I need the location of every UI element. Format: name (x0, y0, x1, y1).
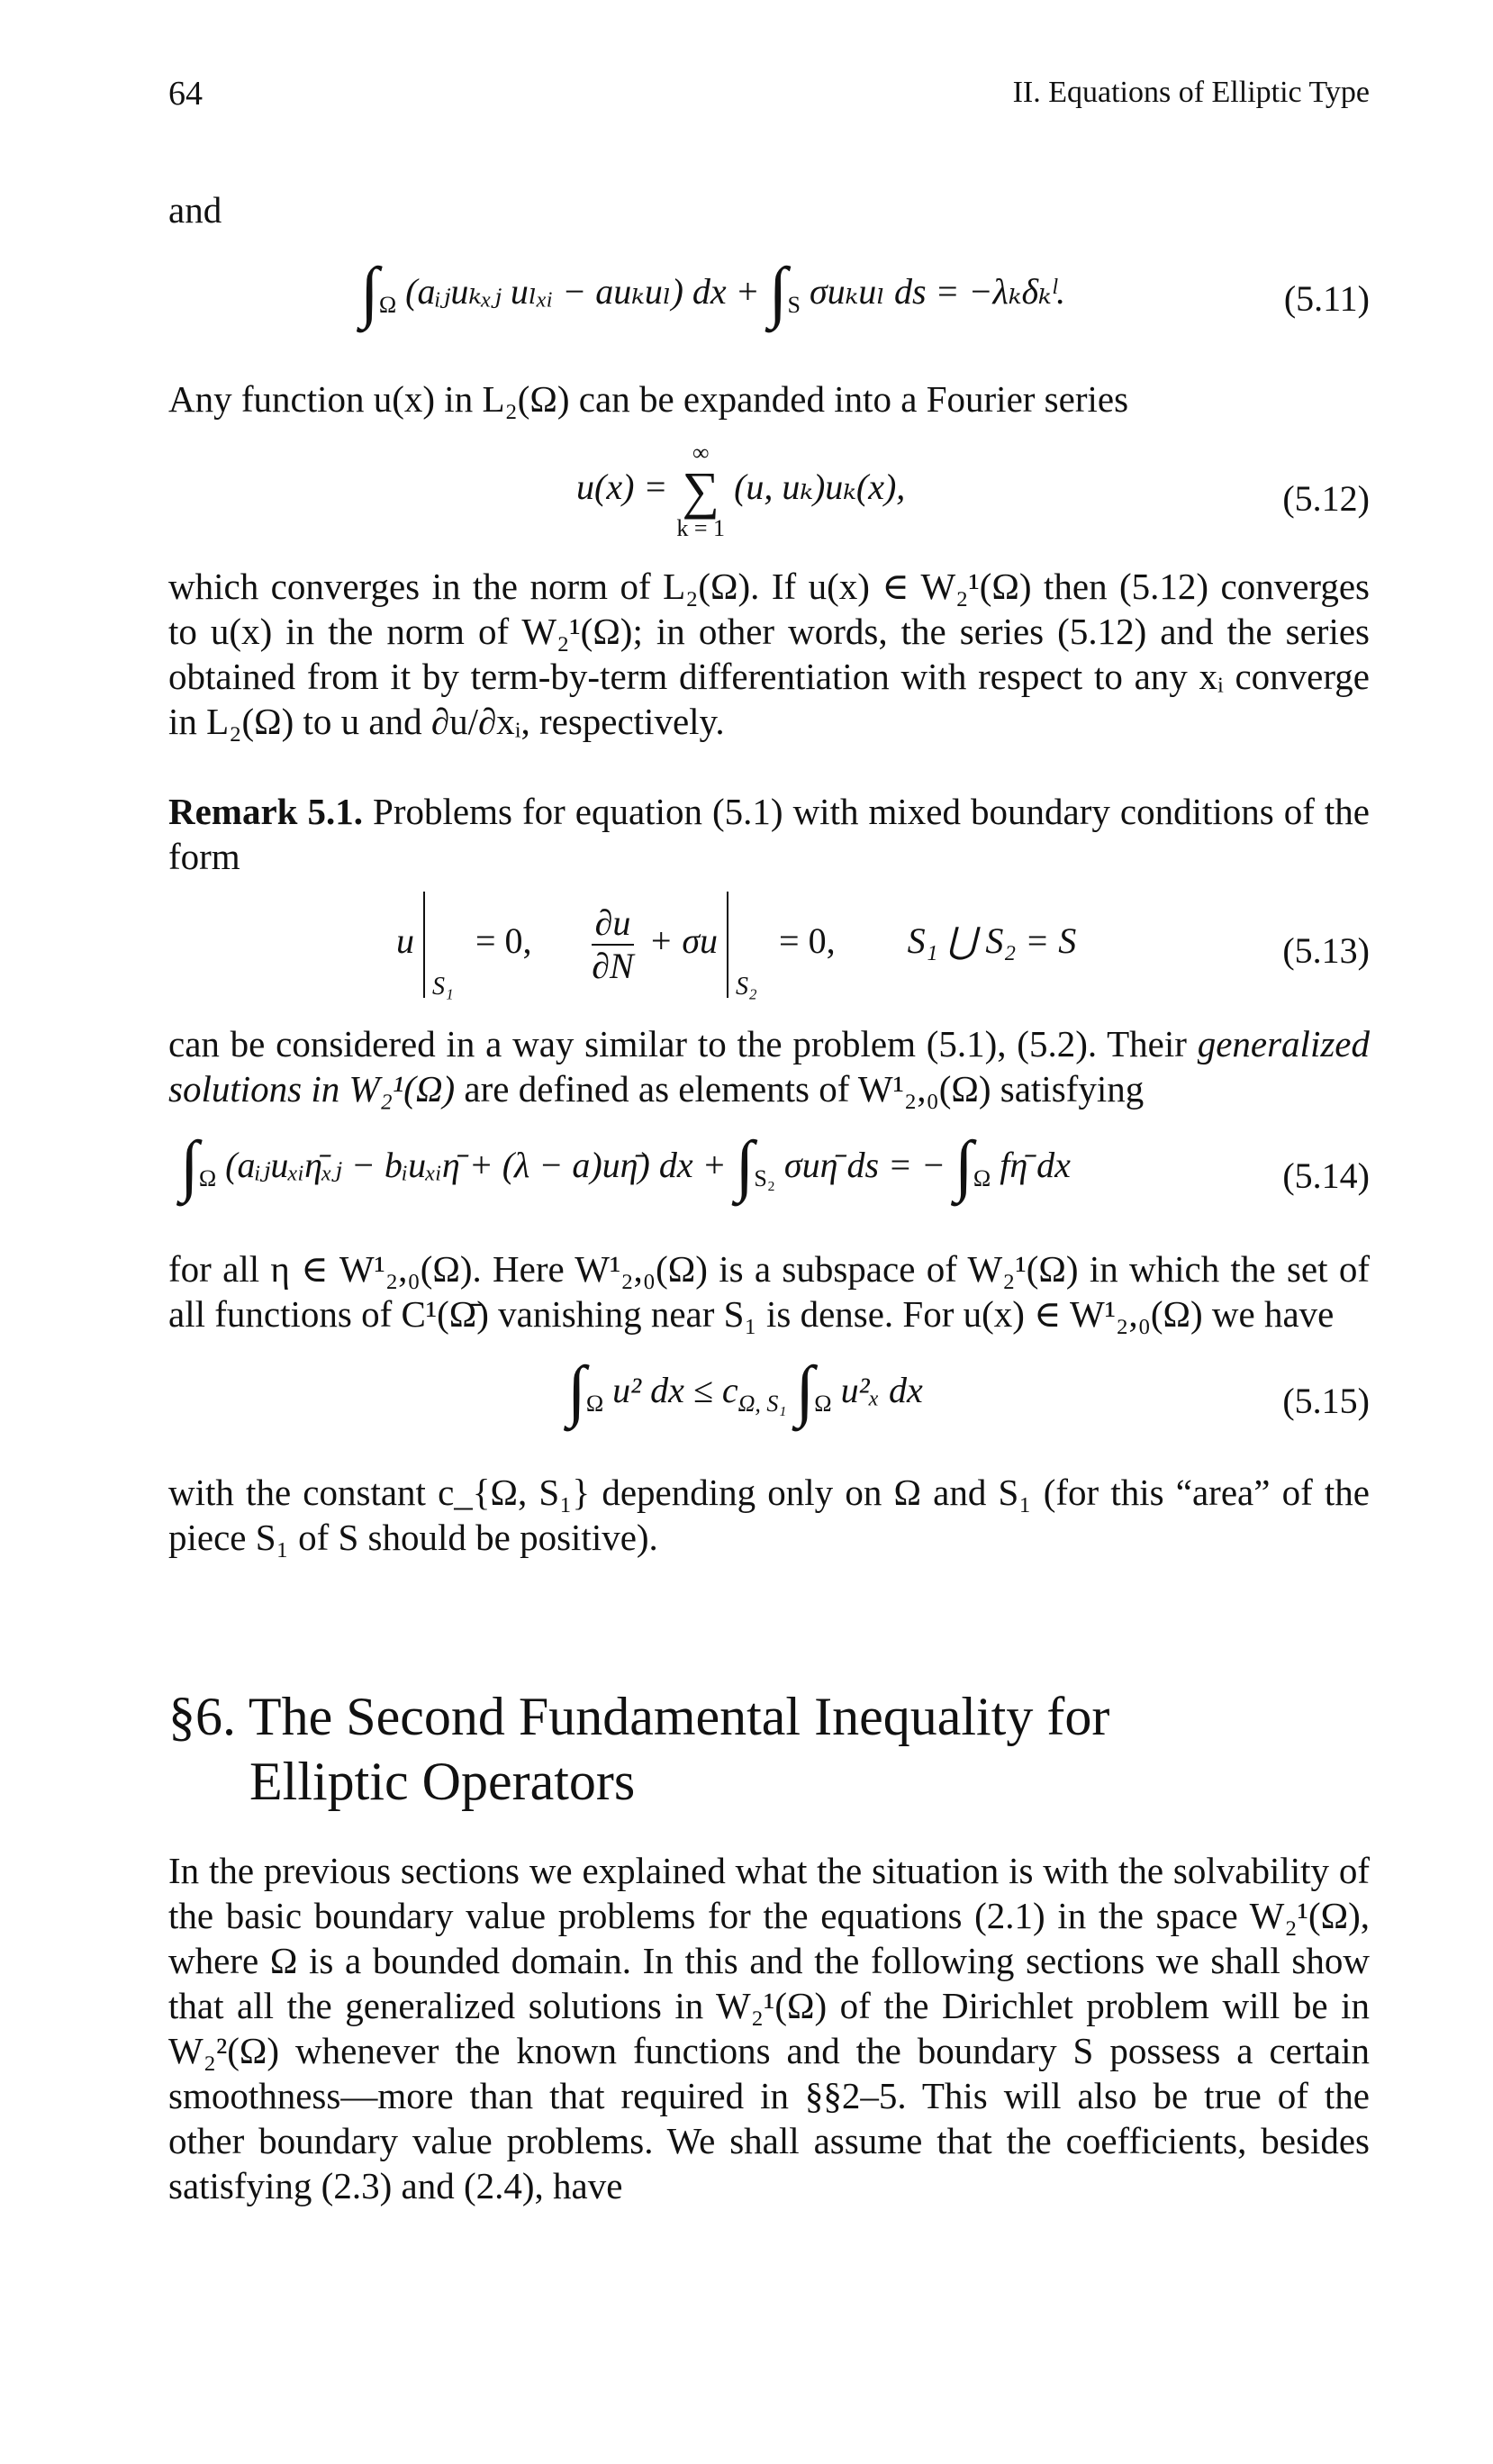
integral-sign: ∫ (735, 1128, 755, 1203)
running-title: II. Equations of Elliptic Type (1012, 76, 1370, 109)
equation-term: u(x) = (576, 467, 668, 508)
equation-term: (aᵢⱼuₖₓⱼ uₗₓᵢ − auₖuₗ) dx + (405, 271, 760, 313)
integral-sign: ∫ (180, 1128, 199, 1203)
fraction-denominator: ∂N (592, 946, 634, 986)
union-condition: S₁ ⋃ S₂ = S (907, 920, 1077, 962)
equation-5-12 (576, 441, 905, 540)
equation-term: + σu (648, 920, 719, 962)
remark-text: Problems for equation (5.1) with mixed boundary conditions of the form (168, 791, 1370, 877)
sum-upper-limit: ∞ (692, 439, 710, 466)
integral-sign: ∫ (567, 1353, 586, 1428)
text-run: are defined as elements of W¹₂,₀(Ω) satisfying (455, 1068, 1145, 1110)
equation-5-15 (567, 1353, 923, 1428)
remark-5-1 (168, 789, 1370, 879)
section-heading-line: §6. The Second Fundamental Inequality for (168, 1687, 1110, 1746)
equation-term: σuₖuₗ ds = −λₖδₖˡ. (809, 271, 1066, 313)
fraction-numerator: ∂u (592, 902, 635, 946)
evaluation-bar (423, 892, 454, 1001)
integral-domain: Ω (814, 1391, 832, 1418)
sum-lower-limit: k = 1 (676, 515, 726, 541)
equation-term: u² dx ≤ c (612, 1370, 738, 1411)
bar-subscript: S₁ (432, 973, 454, 1001)
integral-domain: Ω (973, 1165, 991, 1192)
page-number: 64 (168, 75, 203, 113)
integral-domain: Ω (198, 1165, 217, 1192)
text-run: can be considered in a way similar to the problem (5.1), (5.2). Their (168, 1023, 1198, 1064)
paragraph-constant: with the constant c_{Ω, S₁} depending only on Ω and S₁ (for this “area” of the piece S₁ of S should be positive). (168, 1472, 1370, 1558)
paragraph-converges: which converges in the norm of L₂(Ω). If u(x) ∈ W₂¹(Ω) then (5.12) converges to u(x) in the norm of W₂¹(Ω); in other words, the series (5.12) and the series obtained from it by term-by-term differentiation with respect to any xᵢ converge in L₂(Ω) to u and ∂u/∂xᵢ, respectively. (168, 566, 1370, 742)
text-run-italic: generalized solutions in W₂¹(Ω) (168, 1023, 1370, 1110)
paragraph-section-6: In the previous sections we explained what the situation is with the solvability of the basic boundary value problems for the equations (2.1) in the space W₂¹(Ω), where Ω is a bounded domain. In this and the following sections we shall show that all the generalized solutions in W₂¹(Ω) of the Dirichlet problem will be in W₂²(Ω) whenever the known functions and the boundary S possess a certain smoothness—more than that required in §§2–5. This will also be true of the other boundary value problems. We shall assume that the coefficients, besides satisfying (2.3) and (2.4), have (168, 1850, 1370, 2206)
section-heading-line: Elliptic Operators (249, 1752, 636, 1811)
sigma-glyph: ∑ (682, 461, 719, 520)
paragraph-forall: for all η ∈ W¹₂,₀(Ω). Here W¹₂,₀(Ω) is a subspace of W₂¹(Ω) in which the set of all functions of C¹(Ω̄) vanishing near S₁ is dense. For u(x) ∈ W¹₂,₀(Ω) we have (168, 1248, 1370, 1335)
paragraph-fourier: Any function u(x) in L₂(Ω) can be expanded into a Fourier series (168, 378, 1129, 420)
integral-domain: Ω (378, 292, 397, 319)
summation-sign (676, 441, 725, 540)
equation-number-5-11: (5.11) (1283, 278, 1370, 319)
equation-5-14 (180, 1128, 1071, 1203)
equation-term: σuη̄ ds = − (783, 1145, 946, 1186)
equation-number-5-15: (5.15) (1282, 1381, 1370, 1421)
integral-sign: ∫ (360, 254, 379, 330)
fraction-du-dn (592, 902, 635, 987)
equation-term: fη̄ dx (1000, 1145, 1071, 1186)
integral-domain: Ω (585, 1391, 604, 1418)
integral-sign: ∫ (768, 254, 788, 330)
constant-subscript: Ω, S₁ (737, 1391, 787, 1418)
section-heading (168, 1684, 1109, 1814)
equals-zero: = 0, (475, 920, 532, 962)
paragraph-and: and (168, 189, 222, 231)
integral-sign: ∫ (955, 1128, 973, 1203)
paragraph-generalized (168, 1021, 1370, 1111)
equation-number-5-14: (5.14) (1282, 1155, 1370, 1196)
equation-5-13 (396, 892, 1077, 1001)
equation-term: (u, uₖ)uₖ(x), (734, 467, 906, 508)
equation-number-5-12: (5.12) (1282, 478, 1370, 519)
integral-domain: S₂ (754, 1165, 775, 1192)
integral-domain: S (787, 292, 801, 319)
equation-term: u²ₓ dx (840, 1370, 923, 1411)
integral-sign: ∫ (795, 1353, 815, 1428)
evaluation-bar (727, 892, 757, 1001)
equals-zero: = 0, (779, 920, 836, 962)
equation-term: (aᵢⱼuₓᵢη̄ₓⱼ − bᵢuₓᵢη̄ + (λ − a)uη̄) dx + (225, 1145, 727, 1186)
equation-5-11 (360, 254, 1066, 330)
symbol-u: u (396, 920, 414, 962)
remark-label: Remark 5.1. (168, 791, 363, 832)
bar-subscript: S₂ (736, 973, 757, 1001)
equation-number-5-13: (5.13) (1282, 930, 1370, 971)
